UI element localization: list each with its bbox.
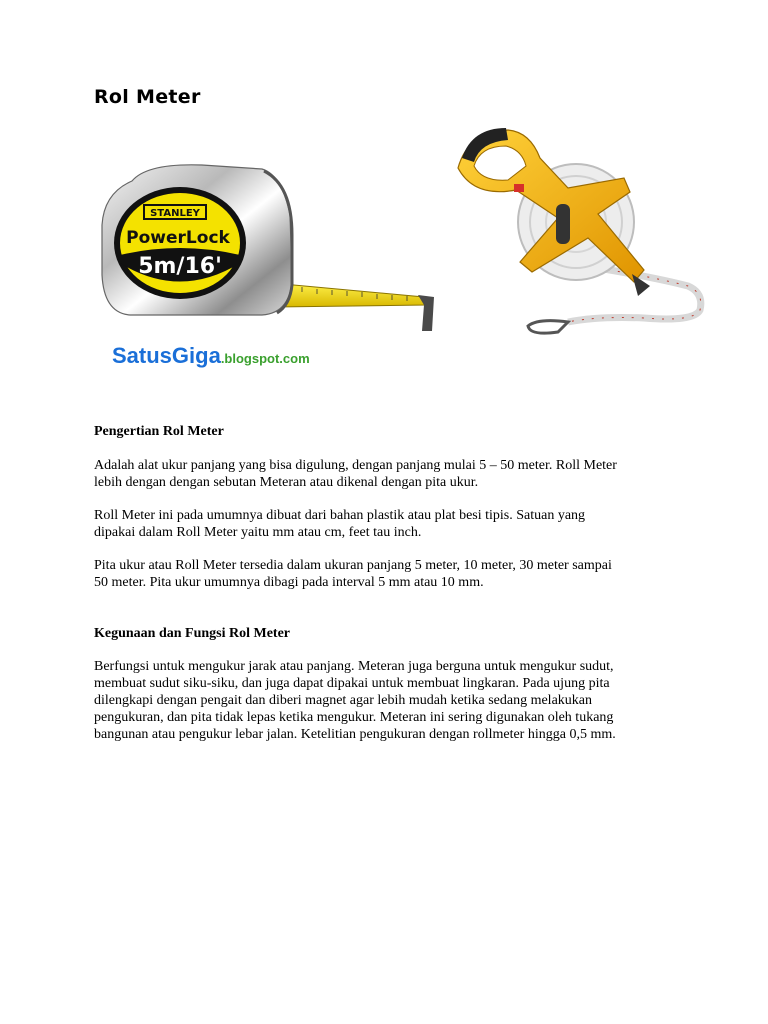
paragraph-line: bangunan atau pengukur lebar jalan. Ketelitian pengukuran dengan rollmeter hingga 0,5 mm. (94, 727, 616, 742)
paragraph-line: pengukuran, dan pita tidak lepas ketika mengukur. Meteran ini sering digunakan oleh tukang (94, 710, 614, 725)
page-title: Rol Meter (94, 86, 201, 108)
watermark-main-text: SatusGiga (112, 343, 221, 368)
paragraph-line: dipakai dalam Roll Meter yaitu mm atau cm, feet tau inch. (94, 525, 422, 540)
paragraph-line: lebih dengan dengan sebutan Meteran atau dikenal dengan pita ukur. (94, 475, 479, 490)
stanley-tape-measure-drawing (92, 145, 442, 385)
paragraph-material (94, 507, 684, 541)
paragraph-line: Adalah alat ukur panjang yang bisa digulung, dengan panjang mulai 5 – 50 meter. Roll Meter (94, 458, 617, 473)
stanley-brand-label: STANLEY (150, 208, 200, 219)
watermark-sub-text: .blogspot.com (220, 351, 310, 366)
paragraph-line: Roll Meter ini pada umumnya dibuat dari bahan plastik atau plat besi tipis. Satuan yang (94, 508, 586, 523)
stanley-tape-measure-image (92, 145, 442, 385)
section-heading-pengertian: Pengertian Rol Meter (94, 424, 224, 439)
paragraph-line: dilengkapi dengan pengait dan diberi magnet agar lebih mudah ketika sedang melakukan (94, 693, 592, 708)
paragraph-function (94, 658, 684, 743)
paragraph-definition (94, 457, 684, 491)
paragraph-line: Pita ukur atau Roll Meter tersedia dalam ukuran panjang 5 meter, 10 meter, 30 meter sampai (94, 558, 612, 573)
reel-tape-measure-drawing (448, 118, 710, 350)
reel-tape-measure-image (448, 118, 710, 350)
powerlock-model-label: PowerLock (126, 228, 230, 248)
tape-size-label: 5m/16' (138, 254, 222, 279)
section-heading-kegunaan: Kegunaan dan Fungsi Rol Meter (94, 626, 291, 641)
satusgiga-watermark (112, 343, 310, 368)
paragraph-line: membuat sudut siku-siku, dan juga dapat dipakai untuk membuat lingkaran. Pada ujung pita (94, 676, 610, 691)
paragraph-line: 50 meter. Pita ukur umumnya dibagi pada interval 5 mm atau 10 mm. (94, 575, 484, 590)
paragraph-sizes (94, 557, 684, 591)
paragraph-line: Berfungsi untuk mengukur jarak atau panjang. Meteran juga berguna untuk mengukur sudut, (94, 659, 614, 674)
